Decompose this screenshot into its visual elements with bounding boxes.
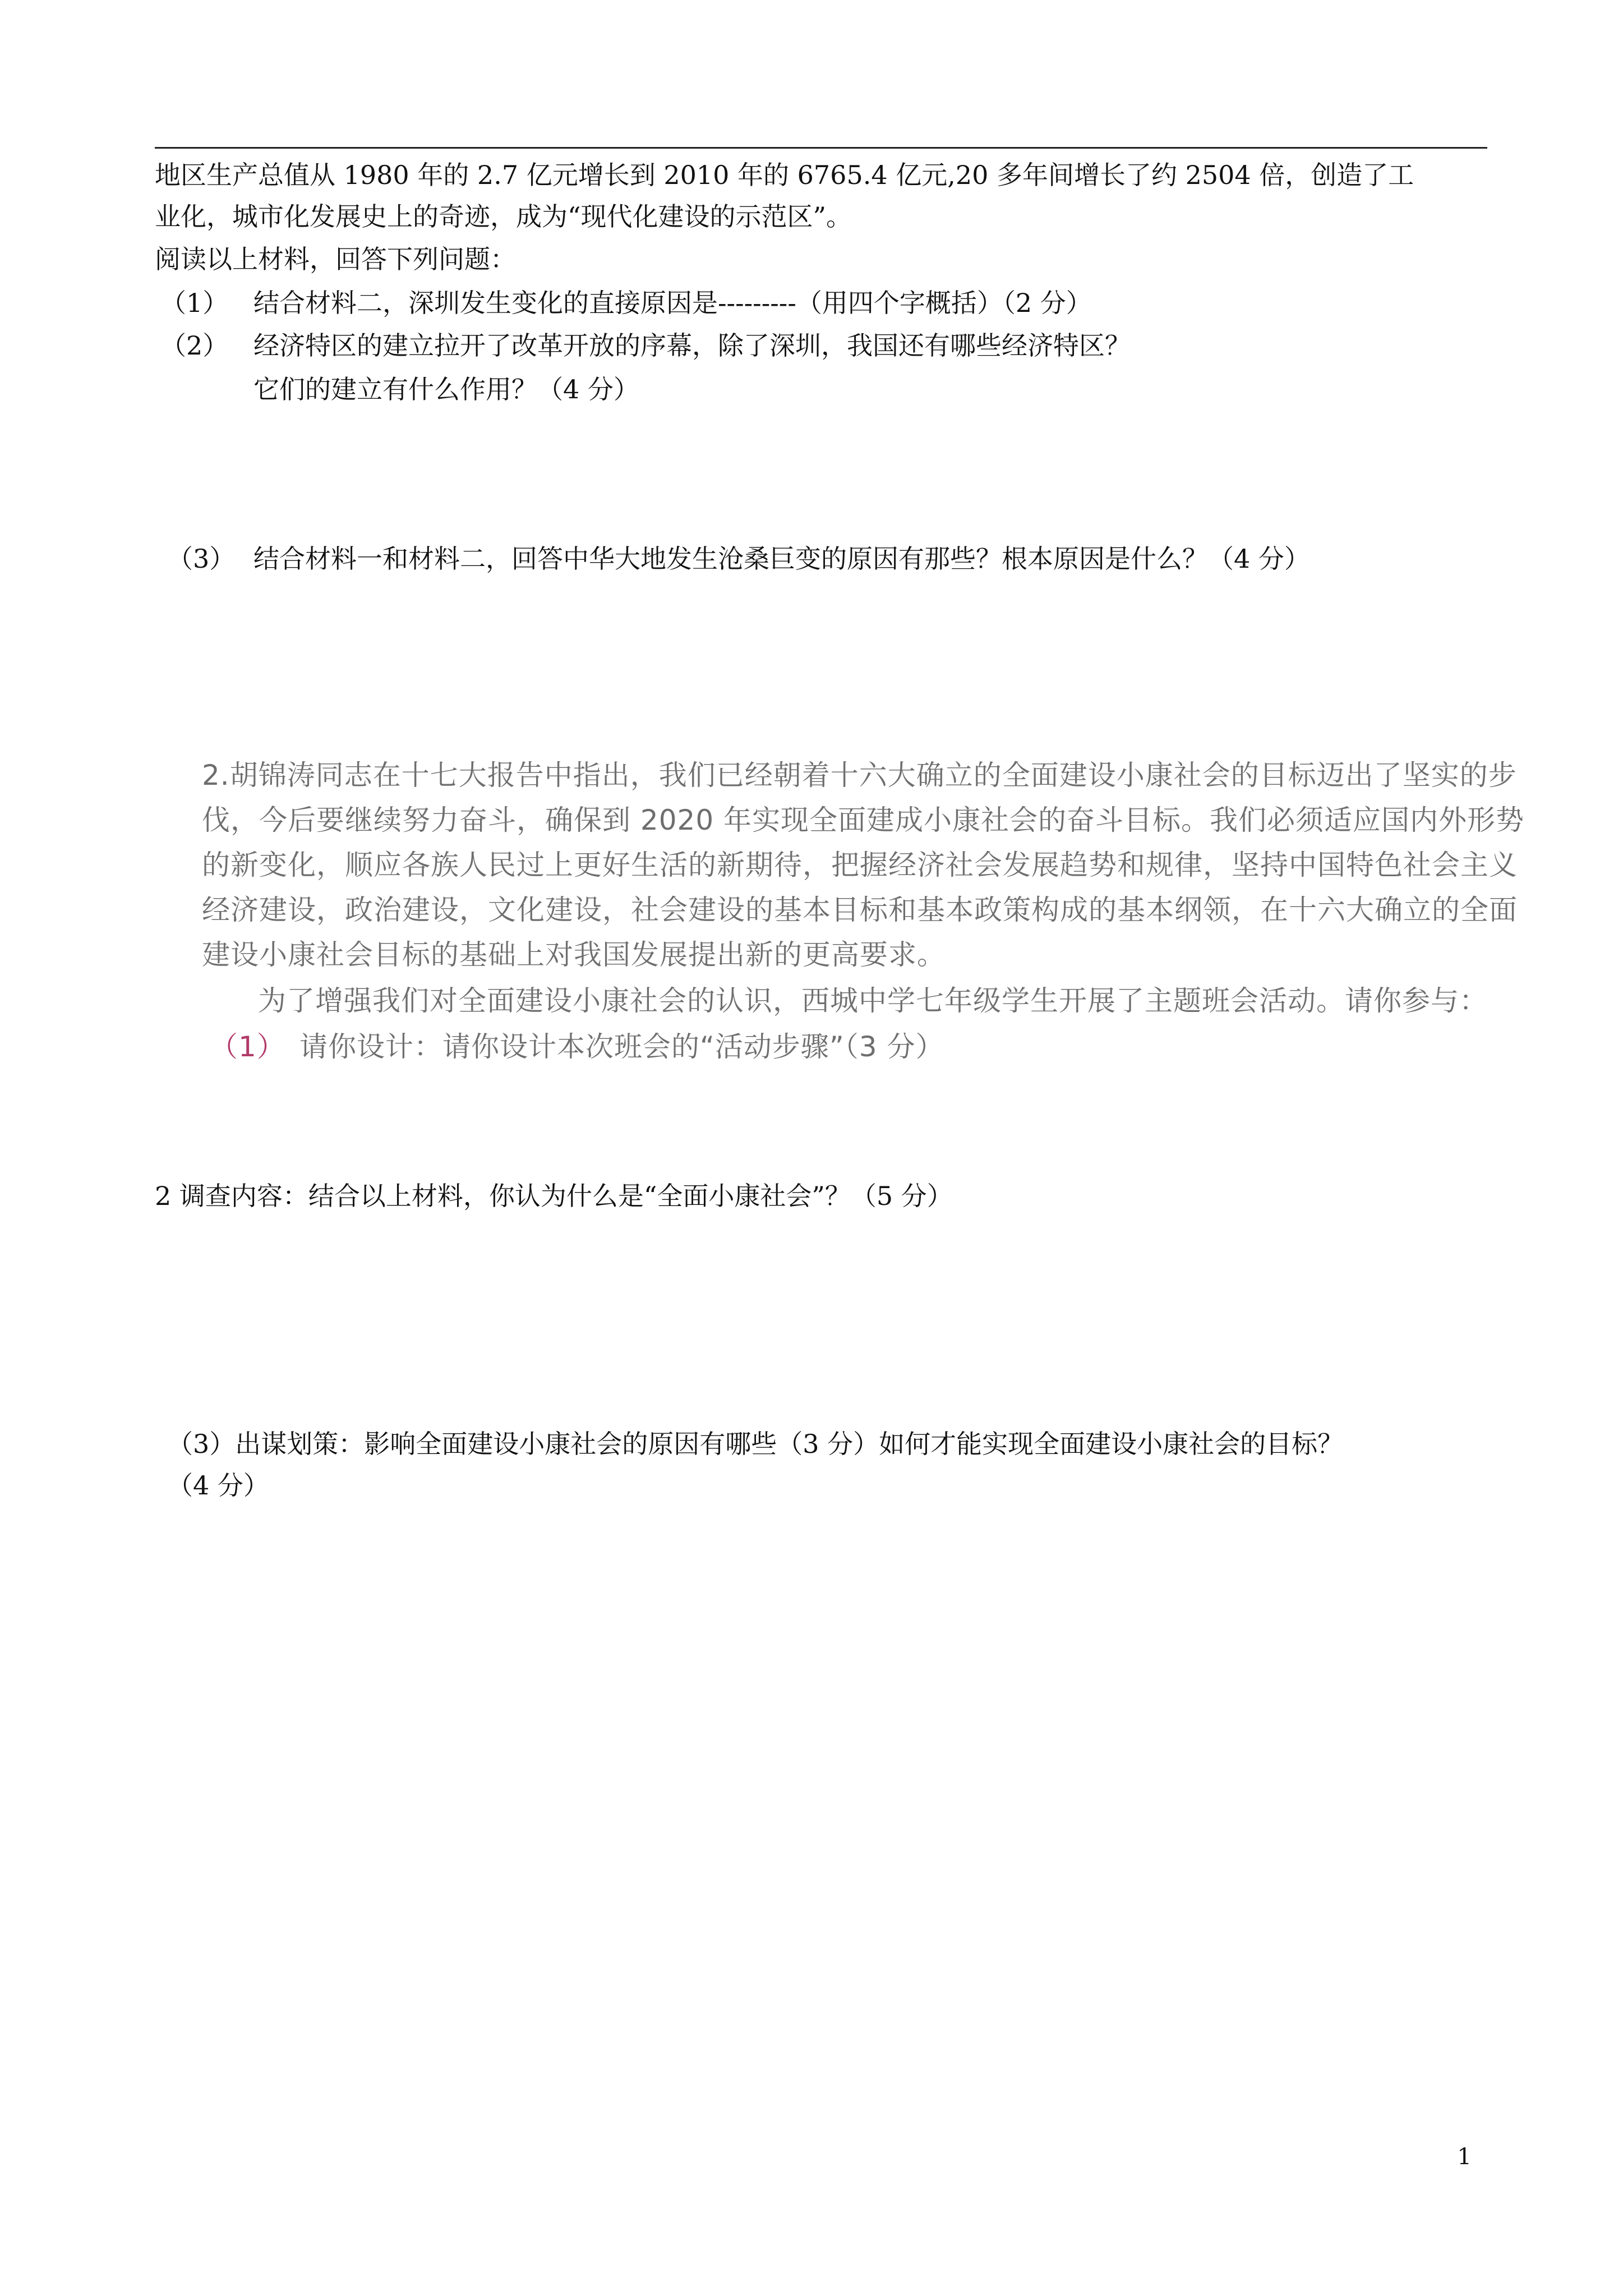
passage-line-2: 伐，今后要继续努力奋斗，确保到 2020 年实现全面建成小康社会的奋斗目标。我们必须适应国内外形势 [202, 804, 1525, 836]
question-2-number: （2） [160, 330, 229, 361]
passage-line-1: 2.胡锦涛同志在十七大报告中指出，我们已经朝着十六大确立的全面建设小康社会的目标迈出了坚实的步 [202, 759, 1517, 792]
question-3-number: （3） [167, 544, 236, 574]
question-3-text: 结合材料一和材料二，回答中华大地发生沧桑巨变的原因有那些？根本原因是什么？（4 分） [253, 544, 1310, 574]
question-2-text-2: 它们的建立有什么作用？（4 分） [253, 374, 639, 404]
plan-question-line-1: （3）出谋划策：影响全面建设小康社会的原因有哪些（3 分）如何才能实现全面建设小康社会的目标？ [167, 1429, 1344, 1459]
page-number: 1 [1457, 2144, 1472, 2170]
question-2-text-1: 经济特区的建立拉开了改革开放的序幕，除了深圳，我国还有哪些经济特区？ [253, 330, 1131, 361]
question-1-text: 结合材料二，深圳发生变化的直接原因是---------（用四个字概括）（2 分） [253, 288, 1092, 318]
header-rule [155, 147, 1487, 149]
material-line-1: 地区生产总值从 1980 年的 2.7 亿元增长到 2010 年的 6765.4 亿元,20 多年间增长了约 2504 倍，创造了工 [155, 160, 1414, 190]
passage-question-1-text: 请你设计：请你设计本次班会的“活动步骤”（3 分） [299, 1030, 944, 1063]
question-1-number: （1） [160, 288, 229, 318]
passage-line-4: 经济建设，政治建设，文化建设，社会建设的基本目标和基本政策构成的基本纲领，在十六大确立的全面 [202, 894, 1518, 926]
passage-line-3: 的新变化，顺应各族人民过上更好生活的新期待，把握经济社会发展趋势和规律，坚持中国特色社会主义 [202, 849, 1518, 881]
plan-question-line-2: （4 分） [167, 1470, 269, 1501]
passage-line-5: 建设小康社会目标的基础上对我国发展提出新的更高要求。 [202, 938, 946, 971]
survey-question: 2 调查内容：结合以上材料，你认为什么是“全面小康社会”？（5 分） [155, 1181, 953, 1211]
material-line-2: 业化，城市化发展史上的奇迹，成为“现代化建设的示范区”。 [155, 201, 852, 232]
pasted-passage-image [202, 757, 1525, 1071]
material-prompt: 阅读以上材料，回答下列问题： [155, 244, 516, 274]
passage-question-1-number: （1） [210, 1030, 285, 1063]
passage-line-6: 为了增强我们对全面建设小康社会的认识，西城中学七年级学生开展了主题班会活动。请你参与： [258, 984, 1488, 1017]
